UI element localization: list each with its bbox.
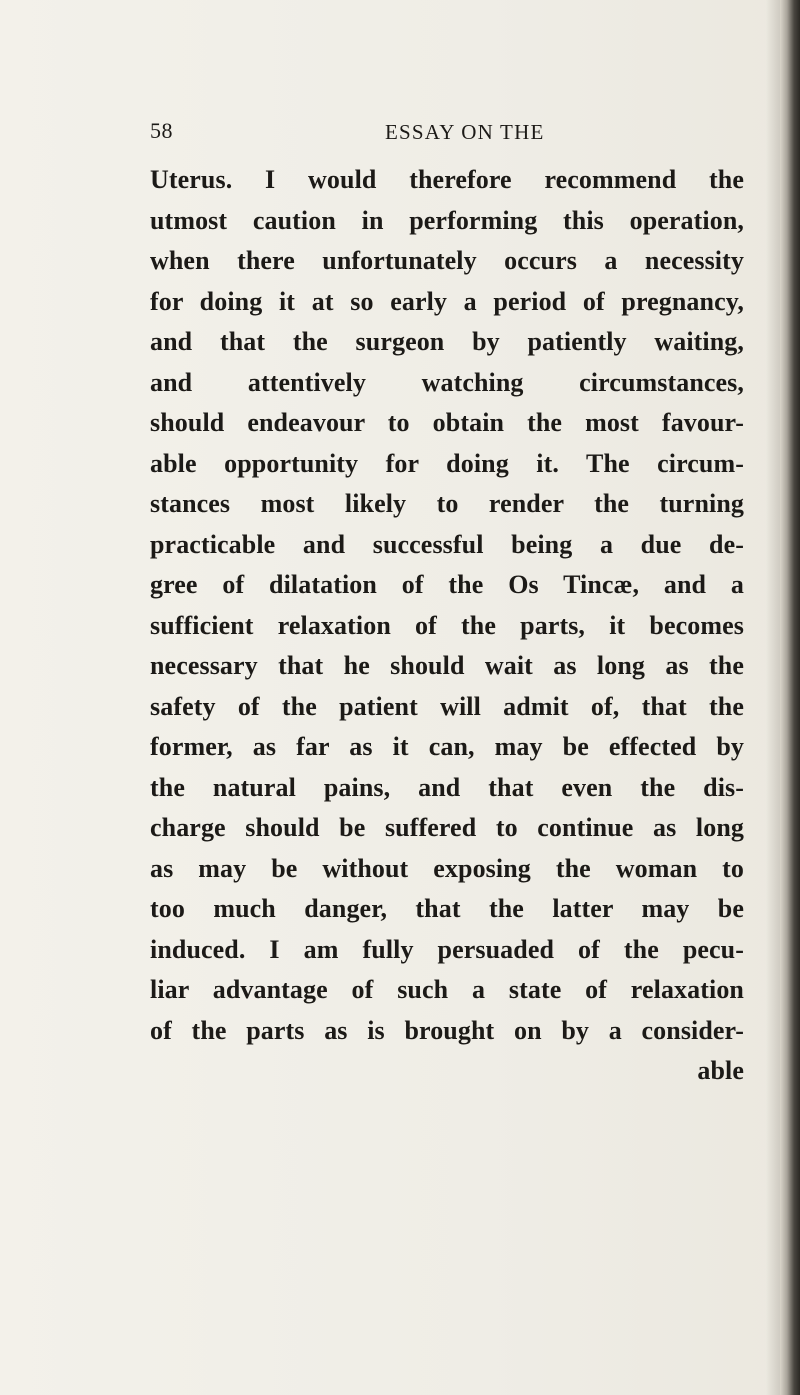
text-line: the natural pains, and that even the dis- [150, 772, 744, 802]
text-line: necessary that he should wait as long as the [150, 651, 744, 680]
text-line: charge should be suffered to continue as long [150, 813, 744, 842]
catchword: able [697, 1056, 744, 1085]
text-line: practicable and successful being a due de- [150, 529, 744, 559]
text-line: and that the surgeon by patiently waiting, [150, 327, 744, 356]
text-line: Uterus. I would therefore recommend the [150, 165, 744, 194]
text-line: safety of the patient will admit of, that the [150, 691, 744, 721]
running-head [150, 118, 750, 152]
page-edge-shadow [766, 0, 780, 1395]
text-line: gree of dilatation of the Os Tincæ, and a [150, 570, 744, 599]
running-head-title: ESSAY ON THE [385, 120, 545, 144]
text-line: for doing it at so early a period of pregnancy, [150, 286, 744, 316]
text-line: former, as far as it can, may be effected by [150, 732, 744, 761]
text-line: liar advantage of such a state of relaxation [150, 975, 744, 1004]
text-line: when there unfortunately occurs a necessity [150, 246, 744, 275]
page-edge [780, 0, 800, 1395]
text-line: and attentively watching circumstances, [150, 367, 744, 397]
text-line: of the parts as is brought on by a consider- [150, 1015, 744, 1045]
text-line: should endeavour to obtain the most favour- [150, 408, 744, 437]
page-number: 58 [150, 118, 173, 143]
text-line: induced. I am fully persuaded of the pecu- [150, 934, 744, 964]
text-line: utmost caution in performing this operation, [150, 205, 744, 235]
text-line: stances most likely to render the turning [150, 489, 744, 518]
text-line: able opportunity for doing it. The circum- [150, 448, 744, 478]
text-line: as may be without exposing the woman to [150, 853, 744, 883]
text-line: sufficient relaxation of the parts, it becomes [150, 610, 744, 640]
body-text [150, 160, 744, 1092]
text-line: too much danger, that the latter may be [150, 894, 744, 923]
